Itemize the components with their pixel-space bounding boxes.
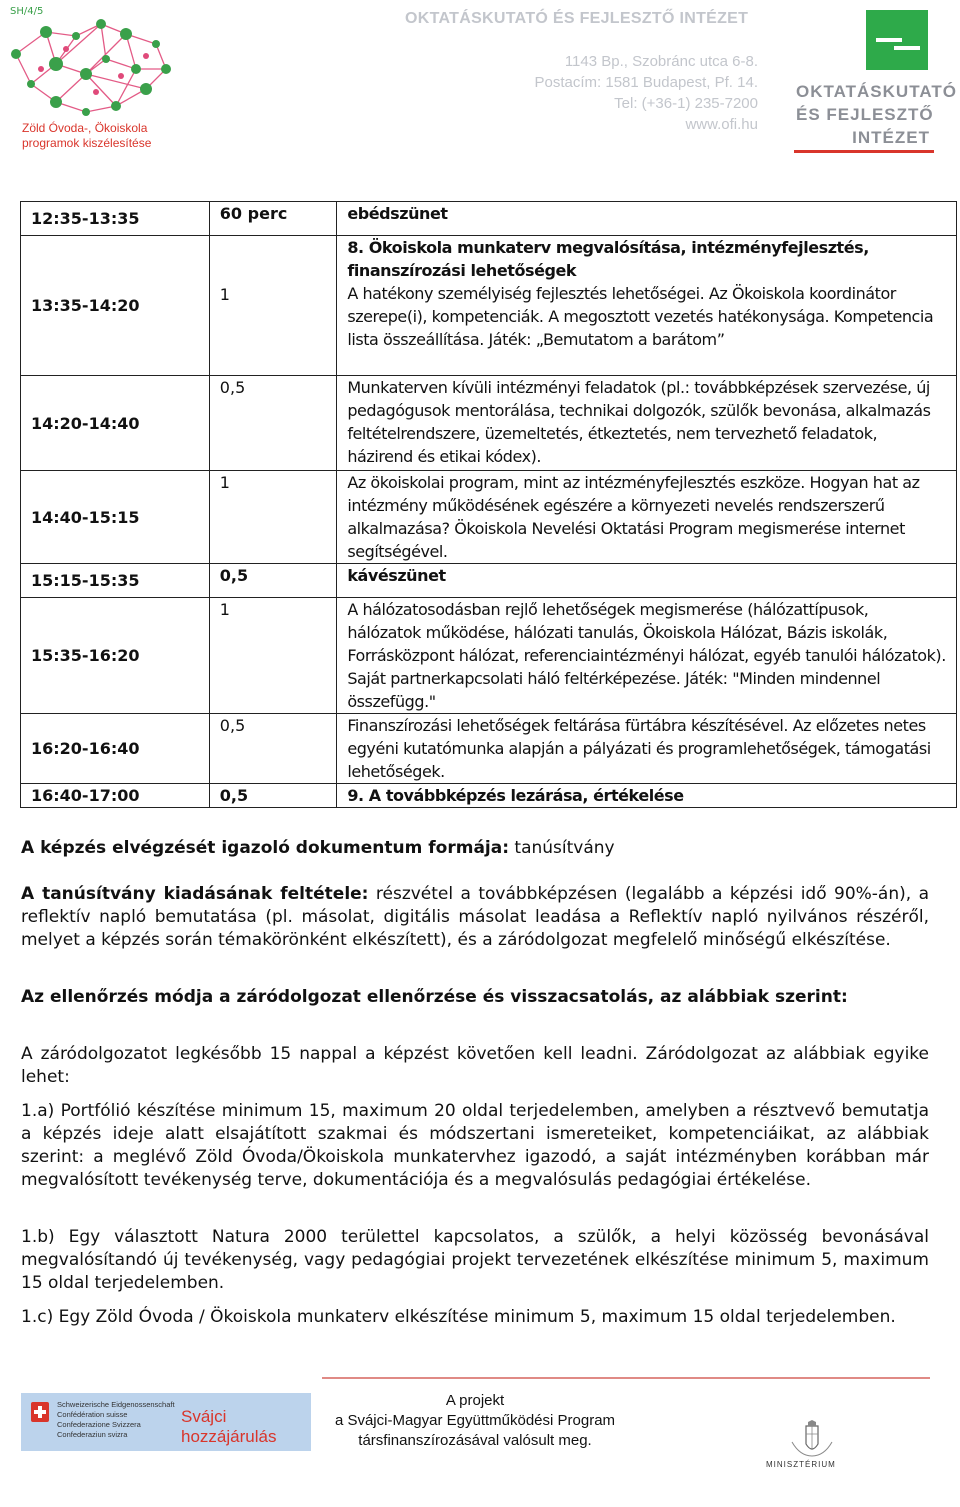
topic-cell: Finanszírozási lehetőségek feltárása fürtábra készítésével. Az előzetes netes egyéni kutatómunka alapján a pályázati és programlehetőségek, támogatási lehetőségek. — [337, 714, 957, 784]
time-cell: 14:20-14:40 — [21, 376, 210, 471]
table-row — [21, 471, 957, 564]
website-link[interactable]: www.ofi.hu — [685, 116, 758, 133]
duration-cell: 1 — [209, 236, 337, 376]
table-row — [21, 236, 957, 376]
document-code: SH/4/5 — [10, 6, 44, 17]
topic-cell: ebédszünet — [337, 202, 957, 236]
duration-cell: 0,5 — [209, 714, 337, 784]
table-row — [21, 564, 957, 598]
duration-cell: 1 — [209, 471, 337, 564]
institute-name: OKTATÁSKUTATÓ ÉS FEJLESZTŐ INTÉZET — [405, 10, 749, 27]
topic-cell: Munkaterven kívüli intézményi feladatok (pl.: továbbképzések szervezése, új pedagógusok mentorálása, technikai dolgozók, szülők bevonása, alkalmazás feltételrendszere, üzemeltetés, étkeztetés, nem tervezhető feladatok, házirend és etikai kódex). — [337, 376, 957, 471]
project-funding-note: A projekt a Svájci-Magyar Együttműködési Program társfinanszírozásával valósult meg. — [334, 1392, 616, 1449]
topic-cell: Az ökoiskolai program, mint az intézményfejlesztés eszköze. Hogyan hat az intézmény működésének egészére a környezeti nevelés rendszerszerű alkalmazása? Ökoiskola Nevelési Oktatási Program megismerése internet segítségével. — [337, 471, 957, 564]
time-cell: 16:40-17:00 — [21, 784, 210, 808]
green-school-logo — [6, 4, 186, 154]
ministry-label: MINISZTÉRIUM — [766, 1460, 836, 1469]
logo-caption: Zöld Óvoda-, Ökoiskola programok kiszélesítése — [22, 121, 152, 150]
paragraph-option-b: 1.b) Egy választott Natura 2000 területtel kapcsolatos, a szülők, a helyi közösség bevonásával megvalósítandó új tevékenység, vagy pedagógiai projekt tervezetének elkészítése minimum 5, maximum 15 oldal terjedelemben. — [21, 1227, 929, 1293]
duration-cell: 0,5 — [209, 784, 337, 808]
swiss-contribution-text: Svájci hozzájárulás — [181, 1407, 277, 1446]
time-cell: 15:15-15:35 — [21, 564, 210, 598]
duration-cell: 60 perc — [209, 202, 337, 236]
table-row — [21, 376, 957, 471]
duration-cell: 1 — [209, 598, 337, 714]
footer-divider — [322, 1377, 930, 1379]
paragraph-deadline: A záródolgozatot legkésőbb 15 nappal a képzést követően kell leadni. Záródolgozat az alábbiak egyike lehet: — [21, 1044, 929, 1087]
topic-cell: 9. A továbbképzés lezárása, értékelése — [337, 784, 957, 808]
table-row — [21, 784, 957, 808]
duration-cell: 0,5 — [209, 376, 337, 471]
table-row — [21, 714, 957, 784]
assessment-heading: Az ellenőrzés módja a záródolgozat ellenőrzése és visszacsatolás, az alábbiak szerint: — [21, 987, 848, 1007]
module-heading: 8. Ökoiskola munkaterv megvalósítása, intézményfejlesztés, finanszírozási lehetőségek — [347, 238, 869, 280]
paragraph-option-a: 1.a) Portfólió készítése minimum 15, maximum 20 oldal terjedelemben, amelyben a résztvevő bemutatja a képzés ideje alatt elsajátított szakmai és módszertani ismereteiket, kompetenciáikat, az alábbiak szerint: a meglévő Zöld Óvoda/Ökoiskola munkatervhez igazodó, a saját intézményben korábban már megvalósított tevékenység terve, dokumentációja és a megvalósulás pedagógiai értékelése. — [21, 1101, 929, 1190]
coat-of-arms-graphic — [762, 1420, 862, 1460]
certificate-paragraph: A képzés elvégzését igazoló dokumentum formája: tanúsítvány — [21, 838, 615, 858]
page-header — [0, 0, 960, 170]
time-cell: 16:20-16:40 — [21, 714, 210, 784]
ofi-logo-text: OKTATÁSKUTATÓ ÉS FEJLESZTŐ INTÉZET — [796, 82, 957, 147]
swiss-confederation-names: Schweizerische Eidgenossenschaft Confédération suisse Confederazione Svizzera Confederaziun svizra — [57, 1400, 175, 1439]
duration-cell: 0,5 — [209, 564, 337, 598]
ofi-logo-bar — [794, 150, 934, 153]
table-row — [21, 202, 957, 236]
topic-cell: 8. Ökoiskola munkaterv megvalósítása, intézményfejlesztés, finanszírozási lehetőségek A hatékony személyiség fejlesztés lehetőségei. Az Ökoiskola koordinátor szerepe(i), kompetenciák. A megosztott vezetés hatékonysága. Kompetencia lista összeállítása. Játék: „Bemutatom a barátom” — [337, 236, 957, 376]
swiss-contribution-logo — [21, 1393, 311, 1451]
paragraph-option-c: 1.c) Egy Zöld Óvoda / Ökoiskola munkaterv elkészítése minimum 5, maximum 15 oldal terjedelemben. — [21, 1307, 896, 1327]
time-cell: 15:35-16:20 — [21, 598, 210, 714]
swiss-flag-icon — [31, 1402, 49, 1422]
ofi-logo-square — [866, 10, 928, 70]
conditions-paragraph: A tanúsítvány kiadásának feltétele: részvétel a továbbképzésen (legalább a képzési idő 90%-án), a reflektív napló bemutatása (pl. másolat, digitális másolat leadása a Reflektív napló nyilvános részéről, melyet a képzés során témakörönként elkészített), és a záródolgozat megfelelő minőségű elkészítése. — [21, 884, 929, 950]
schedule-table — [20, 201, 957, 808]
hungarian-coat-of-arms-icon — [762, 1420, 862, 1472]
time-cell: 13:35-14:20 — [21, 236, 210, 376]
institute-address: 1143 Bp., Szobránc utca 6-8. Postacím: 1581 Budapest, Pf. 14. Tel: (+36-1) 235-7200 www.ofi.hu — [460, 51, 758, 135]
ofi-logo-icon — [792, 8, 957, 158]
topic-cell: A hálózatosodásban rejlő lehetőségek megismerése (hálózattípusok, hálózatok működése, hálózati tanulás, Ökoiskola Hálózat, Bázis iskolák, Forrásközpont hálózat, referenciaintézményi hálózat, egyéb tanulói hálózatok). Saját partnerkapcsolati háló feltérképezése. Játék: "Minden mindennel összefügg." — [337, 598, 957, 714]
time-cell: 12:35-13:35 — [21, 202, 210, 236]
topic-cell: kávészünet — [337, 564, 957, 598]
hungary-network-map-icon — [6, 14, 176, 119]
time-cell: 14:40-15:15 — [21, 471, 210, 564]
table-row — [21, 598, 957, 714]
